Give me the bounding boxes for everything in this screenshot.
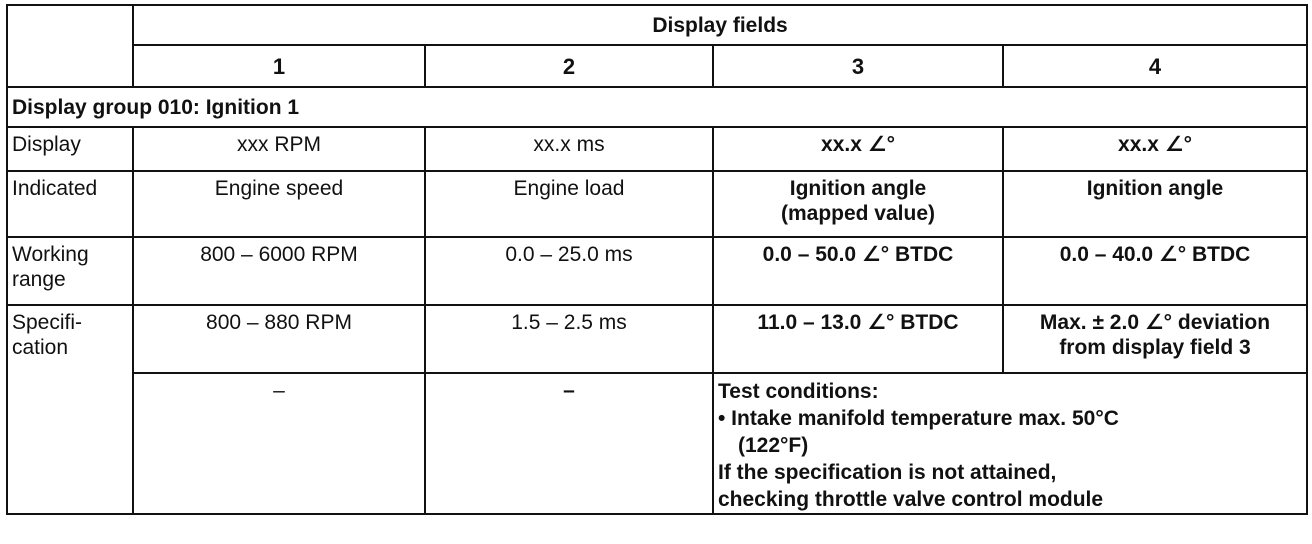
row-specification (7, 305, 1307, 373)
row-working-range (7, 237, 1307, 305)
spec-field-4-line1: Max. ± 2.0 ∠° deviation (1039, 311, 1271, 334)
field-number-4: 4 (1003, 45, 1307, 87)
header-row-fields (7, 5, 1307, 45)
indicated-field-4: Ignition angle (1003, 171, 1307, 237)
test-conditions-note (713, 373, 1307, 514)
group-title: Display group 010: Ignition 1 (7, 87, 1307, 127)
working-label-line2: range (12, 268, 66, 291)
field-number-1: 1 (133, 45, 425, 87)
row-test-conditions (7, 373, 1307, 514)
display-field-1: xxx RPM (133, 127, 425, 171)
spec-label-line2: cation (12, 336, 69, 359)
working-field-1: 800 – 6000 RPM (133, 237, 425, 305)
row-label-display: Display (7, 127, 133, 171)
indicated-field-3 (713, 171, 1003, 237)
indicated-field-3-main: Ignition angle (789, 177, 927, 200)
indicated-field-1: Engine speed (133, 171, 425, 237)
row-label-specification (7, 305, 133, 514)
note-line3: If the specification is not attained, (718, 461, 1057, 484)
spec-field-1: 800 – 880 RPM (133, 305, 425, 373)
last-field-1: – (133, 373, 425, 514)
document-page (6, 4, 1306, 515)
note-line4: checking throttle valve control module (718, 488, 1104, 511)
spec-field-2: 1.5 – 2.5 ms (425, 305, 713, 373)
note-title: Test conditions: (718, 380, 879, 403)
spec-field-3: 11.0 – 13.0 ∠° BTDC (713, 305, 1003, 373)
last-field-2: – (425, 373, 713, 514)
display-field-3: xx.x ∠° (713, 127, 1003, 171)
row-display (7, 127, 1307, 171)
spec-field-4-line2: from display field 3 (1059, 336, 1251, 359)
working-field-4: 0.0 – 40.0 ∠° BTDC (1003, 237, 1307, 305)
note-bullet-line2: (122°F) (738, 434, 809, 457)
display-fields-header: Display fields (133, 5, 1307, 45)
row-label-indicated: Indicated (7, 171, 133, 237)
group-title-row (7, 87, 1307, 127)
spec-label-line1: Specifi- (12, 311, 83, 334)
field-number-3: 3 (713, 45, 1003, 87)
indicated-field-3-sub: (mapped value) (780, 202, 936, 225)
indicated-field-2: Engine load (425, 171, 713, 237)
field-number-2: 2 (425, 45, 713, 87)
display-field-4: xx.x ∠° (1003, 127, 1307, 171)
working-field-3: 0.0 – 50.0 ∠° BTDC (713, 237, 1003, 305)
working-field-2: 0.0 – 25.0 ms (425, 237, 713, 305)
working-label-line1: Working (12, 243, 89, 266)
spec-field-4 (1003, 305, 1307, 373)
corner-cell (7, 5, 133, 87)
note-bullet-line1: • Intake manifold temperature max. 50°C (718, 407, 1119, 430)
display-group-table (6, 4, 1308, 515)
header-row-numbers (7, 45, 1307, 87)
row-label-working-range (7, 237, 133, 305)
display-field-2: xx.x ms (425, 127, 713, 171)
row-indicated (7, 171, 1307, 237)
